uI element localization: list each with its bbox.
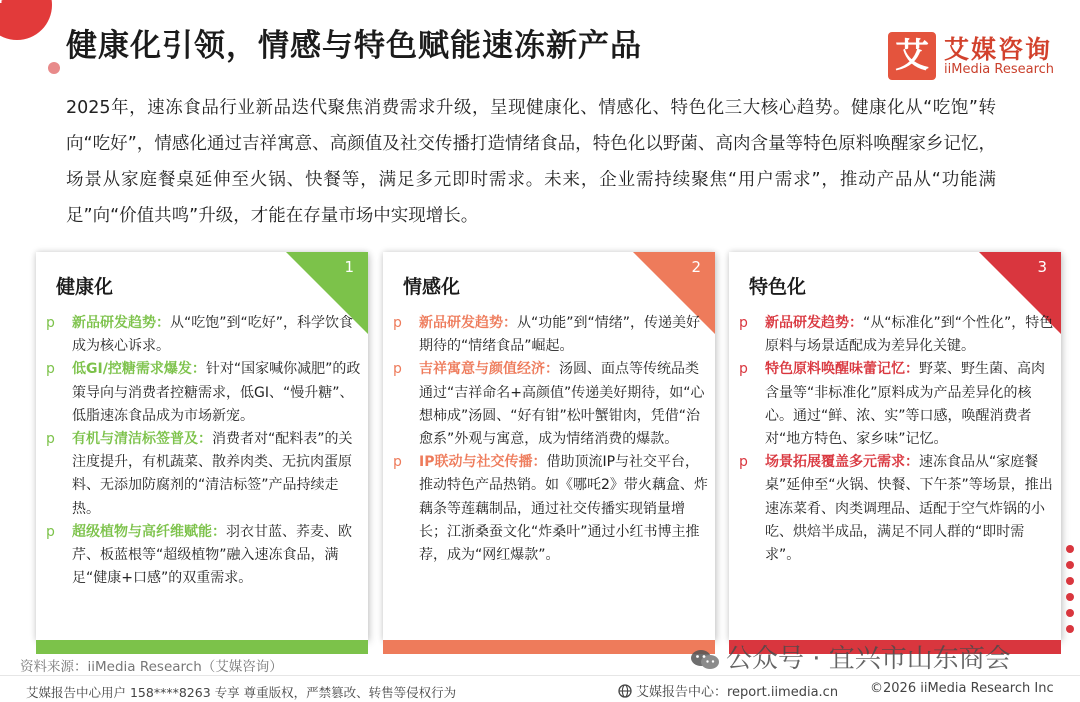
footer-divider bbox=[0, 675, 1080, 676]
footer-copyright-notice: 艾媒报告中心用户 158****8263 专享 尊重版权，严禁篡改、转售等侵权行为 bbox=[26, 685, 457, 700]
bullet-icon: p bbox=[393, 454, 402, 471]
card-title: 情感化 bbox=[403, 276, 461, 298]
page-title: 健康化引领，情感与特色赋能速冻新产品 bbox=[66, 28, 642, 64]
globe-icon bbox=[618, 684, 632, 698]
bullet-icon: p bbox=[739, 361, 748, 378]
list-item bbox=[389, 451, 711, 567]
list-item bbox=[389, 312, 711, 358]
card-title: 健康化 bbox=[56, 276, 114, 298]
list-item bbox=[735, 312, 1057, 358]
item-heading: IP联动与社交传播： bbox=[419, 454, 547, 471]
bullet-icon: p bbox=[393, 361, 402, 378]
item-body: 从“功能”到“情绪”，传递美好期待的“情绪食品”崛起。 bbox=[419, 315, 701, 355]
list-item bbox=[42, 312, 364, 358]
list-item bbox=[42, 521, 364, 591]
item-body: 野菜、野生菌、高肉含量等“非标准化”原料成为产品差异化的核心。通过“鲜、浓、实”等口感，唤醒消费者对“地方特色、家乡味”记忆。 bbox=[765, 361, 1045, 448]
list-item bbox=[389, 358, 711, 451]
list-item bbox=[735, 358, 1057, 451]
bullet-icon: p bbox=[46, 361, 55, 378]
item-heading: 有机与清洁标签普及： bbox=[72, 431, 212, 448]
item-heading: 新品研发趋势： bbox=[765, 315, 863, 331]
item-body: 从“吃饱”到“吃好”，科学饮食成为核心诉求。 bbox=[72, 315, 354, 355]
footer-copyright: ©2026 iiMedia Research Inc bbox=[870, 681, 1054, 696]
item-body: 消费者对“配料表”的关注度提升，有机蔬菜、散养肉类、无抗肉蛋原料、无添加防腐剂的“清洁标签”产品持续走热。 bbox=[72, 431, 353, 517]
card-number: 1 bbox=[344, 258, 354, 276]
card-list bbox=[389, 312, 711, 567]
logo-mark: 艾 bbox=[888, 32, 936, 80]
bullet-icon: p bbox=[739, 315, 748, 331]
watermark bbox=[690, 638, 1011, 675]
card-emotion bbox=[383, 252, 715, 640]
decor-dots bbox=[1066, 545, 1076, 641]
item-body: 针对“国家喊你减肥”的政策导向与消费者控糖需求，低GI、“慢升糖”、低脂速冻食品成为市场新宠。 bbox=[72, 361, 361, 424]
item-heading: 超级植物与高纤维赋能： bbox=[72, 523, 226, 540]
item-heading: 场景拓展覆盖多元需求： bbox=[765, 454, 919, 471]
item-heading: 新品研发趋势： bbox=[419, 315, 517, 331]
list-item bbox=[735, 451, 1057, 567]
bullet-icon: p bbox=[393, 315, 402, 331]
item-body: 羽衣甘蓝、荞麦、欧芹、板蓝根等“超级植物”融入速冻食品，满足“健康+口感”的双重需求。 bbox=[72, 523, 352, 587]
source-note: 资料来源：iiMedia Research（艾媒咨询） bbox=[20, 659, 283, 675]
item-body: “从“标准化”到“个性化”，特色原料与场景适配成为差异化关键。 bbox=[765, 315, 1054, 355]
intro-paragraph: 2025年，速冻食品行业新品迭代聚焦消费需求升级，呈现健康化、情感化、特色化三大核心趋势。健康化从“吃饱”转向“吃好”，情感化通过吉祥寓意、高颜值及社交传播打造情绪食品，特色化以野菌、高肉含量等特色原料唤醒家乡记忆，场景从家庭餐桌延伸至火锅、快餐等，满足多元即时需求。未来，企业需持续聚焦“用户需求”，推动产品从“功能满足”向“价值共鸣”升级，才能在存量市场中实现增长。 bbox=[66, 98, 996, 226]
watermark-text: 公众号 · 宜兴市山东商会 bbox=[726, 644, 1011, 674]
bullet-icon: p bbox=[46, 523, 55, 540]
item-body: 汤圆、面点等传统品类通过“吉祥命名+高颜值”传递美好期待，如“心想柿成”汤圆、“好有钳”松叶蟹钳肉，凭借“治愈系”外观与寓意，成为情绪消费的爆款。 bbox=[419, 361, 705, 448]
bullet-icon: p bbox=[739, 454, 748, 471]
card-bottom-bar bbox=[36, 640, 368, 654]
item-heading: 新品研发趋势： bbox=[72, 315, 170, 331]
wechat-icon bbox=[690, 649, 720, 671]
decor-dot bbox=[48, 62, 60, 74]
corner-decoration bbox=[0, 0, 52, 40]
list-item bbox=[42, 428, 364, 521]
item-body: 速冻食品从“家庭餐桌”延伸至“火锅、快餐、下午茶”等场景，推出速冻菜肴、肉类调理品、适配于空气炸锅的小吃、烘焙半成品，满足不同人群的“即时需求”。 bbox=[765, 454, 1053, 564]
gear-icon bbox=[0, 0, 12, 4]
logo bbox=[888, 32, 1068, 80]
card-health bbox=[36, 252, 368, 640]
item-heading: 吉祥寓意与颜值经济： bbox=[419, 361, 559, 378]
logo-name-cn: 艾媒咨询 bbox=[944, 35, 1053, 64]
card-feature bbox=[729, 252, 1061, 640]
bullet-icon: p bbox=[46, 431, 55, 448]
footer-report-center[interactable] bbox=[618, 681, 838, 700]
card-title: 特色化 bbox=[749, 276, 807, 298]
item-heading: 低GI/控糖需求爆发： bbox=[72, 361, 206, 378]
item-heading: 特色原料唤醒味蕾记忆： bbox=[765, 361, 919, 378]
card-list bbox=[42, 312, 364, 590]
bullet-icon: p bbox=[46, 315, 55, 331]
item-body: 借助顶流IP与社交平台，推动特色产品热销。如《哪吒2》带火藕盒、炸藕条等莲藕制品，通过社交传播实现销量增长；江浙桑蚕文化“炸桑叶”通过小红书博主推荐，成为“网红爆款”。 bbox=[419, 454, 708, 564]
footer-report-link[interactable]: 艾媒报告中心：report.iimedia.cn bbox=[636, 685, 839, 700]
card-list bbox=[735, 312, 1057, 567]
list-item bbox=[42, 358, 364, 428]
card-number: 2 bbox=[691, 258, 701, 276]
card-number: 3 bbox=[1037, 258, 1047, 276]
card-bottom-bar bbox=[383, 640, 715, 654]
logo-name-en: iiMedia Research bbox=[944, 62, 1055, 77]
